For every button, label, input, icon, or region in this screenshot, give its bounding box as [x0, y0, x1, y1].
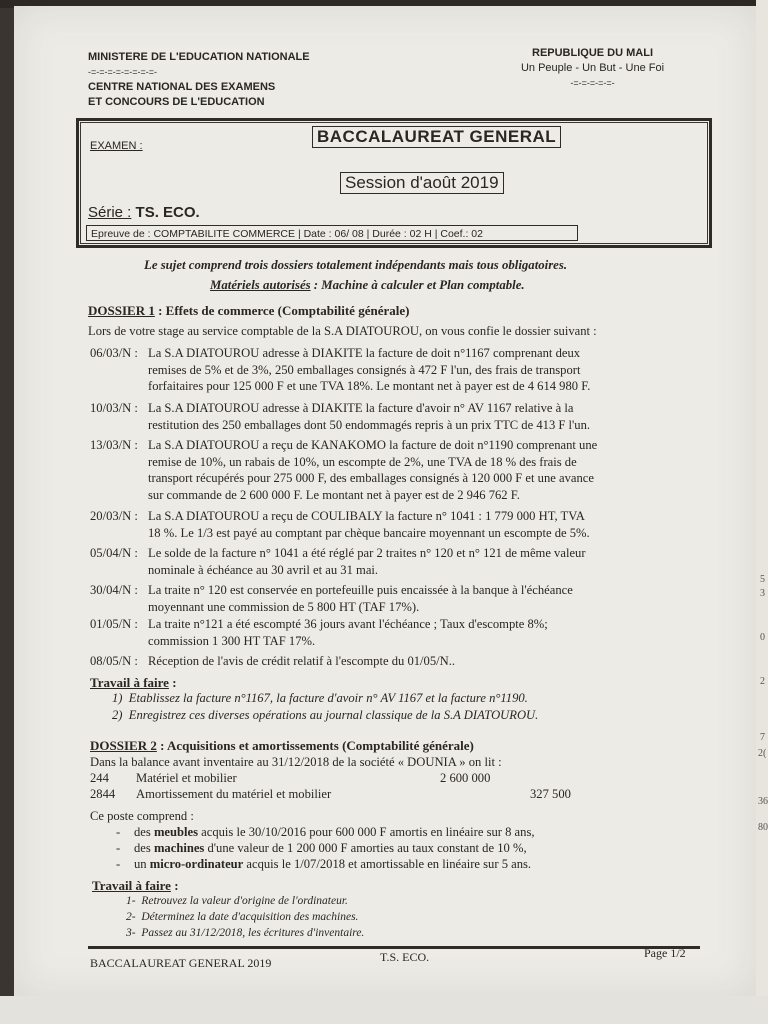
list-dash: - [116, 825, 121, 839]
task-heading-colon: : [168, 675, 177, 690]
dossier2-heading [90, 738, 474, 754]
journal-entry [90, 545, 710, 579]
item-prefix: un [134, 857, 150, 871]
dossier1-title: : Effets de commerce (Comptabilité générale) [154, 303, 410, 318]
task-text: Retrouvez la valeur d'origine de l'ordinateur. [141, 895, 348, 907]
journal-entry [90, 653, 710, 671]
entry-date: 01/05/N : [90, 617, 138, 631]
journal-entry [90, 437, 710, 503]
entry-date: 06/03/N : [90, 346, 138, 360]
entry-line: commission 1 300 HT TAF 17%. [148, 633, 316, 648]
entry-line: La traite n° 120 est conservée en portefeuille puis encaissée à la banque à l'échéance [148, 583, 573, 597]
balance-row [90, 770, 690, 786]
entry-line: Le solde de la facture n° 1041 a été réglé par 2 traites n° 120 et n° 121 de même valeur [148, 546, 586, 560]
task-number: 1- [126, 895, 136, 907]
journal-entry [90, 400, 710, 434]
dossier1-task-heading [90, 675, 177, 691]
account-label: Matériel et mobilier [136, 771, 237, 785]
task-item [126, 927, 364, 939]
task-item [112, 707, 538, 723]
poste-lead: Ce poste comprend : [90, 809, 194, 823]
task-number: 2- [126, 911, 136, 923]
serie-block [88, 204, 200, 221]
journal-entry [90, 616, 710, 650]
task-text: Passez au 31/12/2018, les écritures d'inventaire. [141, 927, 365, 939]
header-ministry-block [88, 50, 310, 110]
item-detail: acquis le 30/10/2016 pour 600 000 F amortis en linéaire sur 8 ans, [198, 825, 535, 839]
balance-row [90, 786, 690, 802]
list-dash: - [116, 857, 121, 871]
account-number: 2844 [90, 787, 116, 801]
background-bottom [0, 996, 768, 1024]
entry-line: remises de 5% et de 3%, 250 emballages consignés à 472 F l'un, des frais de transport [148, 362, 581, 377]
footer-exam-name: BACCALAUREAT GENERAL 2019 [90, 956, 272, 970]
entry-line: remise de 10%, un rabais de 10%, un escompte de 2%, une TVA de 18 % des frais de [148, 454, 577, 469]
examen-label: EXAMEN : [90, 140, 143, 152]
footer-serie: T.S. ECO. [380, 950, 430, 964]
entry-text [148, 616, 708, 649]
task-number: 3- [126, 927, 136, 939]
task-item [112, 690, 528, 706]
entry-line: nominale à échéance au 30 avril et au 31 mai. [148, 562, 379, 577]
margin-mark: 80 [758, 822, 768, 833]
poste-item [116, 840, 527, 856]
entry-line: sur commande de 2 600 000 F. Le montant net à payer est de 2 946 762 F. [148, 487, 520, 502]
centre-name-line1: CENTRE NATIONAL DES EXAMENS [88, 81, 276, 93]
dossier1-heading [88, 303, 409, 319]
account-label: Amortissement du matériel et mobilier [136, 787, 332, 801]
footer-rule [88, 946, 700, 949]
entry-date: 13/03/N : [90, 438, 138, 452]
dossier2-title: : Acquisitions et amortissements (Comptabilité générale) [156, 738, 474, 753]
dossier2-task-heading [92, 878, 179, 894]
list-dash: - [116, 841, 121, 855]
entry-line: La traite n°121 a été escompté 36 jours avant l'échéance ; Taux d'escompte 8%; [148, 617, 548, 631]
ministry-name: MINISTERE DE L'EDUCATION NATIONALE [88, 51, 310, 63]
journal-entry [90, 345, 710, 395]
margin-mark: 7 [760, 732, 765, 743]
materials-line [210, 278, 525, 293]
republic-name: REPUBLIQUE DU MALI [532, 47, 653, 59]
dossier1-label: DOSSIER 1 [88, 303, 155, 318]
journal-entry [90, 508, 710, 542]
exam-title: BACCALAUREAT GENERAL [312, 126, 561, 148]
debit-amount: 2 600 000 [440, 771, 491, 785]
entry-text [148, 345, 708, 395]
entry-line: La S.A DIATOUROU a reçu de COULIBALY la facture n° 1041 : 1 779 000 HT, TVA [148, 509, 585, 523]
materials-label: Matériels autorisés [210, 278, 311, 292]
task-text: Enregistrez ces diverses opérations au journal classique de la S.A DIATOUROU. [128, 708, 539, 722]
footer-page-number: Page 1/2 [644, 946, 686, 960]
entry-line: transport récupérés pour 275 000 F, des emballages consignés à 120 000 F et une avance [148, 471, 594, 485]
margin-mark: 2( [758, 748, 767, 759]
exam-session: Session d'août 2019 [340, 172, 504, 194]
entry-line: Réception de l'avis de crédit relatif à l'escompte du 01/05/N.. [148, 654, 456, 668]
item-detail: d'une valeur de 1 200 000 F amorties au taux constant de 10 %, [204, 841, 527, 855]
entry-text [148, 437, 708, 503]
background-page-edge [756, 0, 768, 1024]
account-number: 244 [90, 771, 109, 785]
task-number: 1) [112, 691, 123, 705]
serie-value: TS. ECO. [135, 204, 200, 221]
dossier1-lead: Lors de votre stage au service comptable de la S.A DIATOUROU, on vous confie le dossier suivant : [88, 324, 597, 338]
republic-motto: Un Peuple - Un But - Une Foi [520, 62, 665, 74]
item-keyword: micro-ordinateur [149, 857, 244, 871]
entry-line: moyennant une commission de 5 800 HT (TAF 17%). [148, 599, 420, 614]
entry-text [148, 582, 708, 615]
item-keyword: meubles [153, 825, 199, 839]
item-detail: acquis le 1/07/2018 et amortissable en linéaire sur 5 ans. [243, 857, 532, 871]
task-number: 2) [112, 708, 123, 722]
margin-mark: 36 [758, 796, 768, 807]
journal-entry [90, 582, 710, 616]
header-separator: -=-=-=-=-=-=-=-=- [88, 67, 158, 77]
entry-line: restitution des 250 emballages dont 50 endommagés repris à un prix TTC de 413 F l'un. [148, 417, 591, 432]
entry-date: 05/04/N : [90, 546, 138, 560]
entry-date: 20/03/N : [90, 509, 138, 523]
epreuve-info-bar: Epreuve de : COMPTABILITE COMMERCE | Date : 06/ 08 | Durée : 02 H | Coef.: 02 [86, 225, 578, 241]
header-separator: -=-=-=-=-=- [570, 78, 615, 88]
serie-label: Série : [88, 204, 132, 221]
margin-mark: 5 [760, 574, 765, 585]
dossier2-lead: Dans la balance avant inventaire au 31/12/2018 de la société « DOUNIA » on lit : [90, 755, 502, 769]
item-prefix: des [134, 841, 154, 855]
entry-date: 30/04/N : [90, 583, 138, 597]
task-heading-label: Travail à faire [92, 878, 171, 893]
task-text: Déterminez la date d'acquisition des machines. [141, 911, 359, 923]
item-prefix: des [134, 825, 154, 839]
margin-mark: 2 [760, 676, 765, 687]
entry-date: 10/03/N : [90, 401, 138, 415]
entry-text [148, 545, 708, 578]
item-keyword: machines [153, 841, 205, 855]
centre-name-line2: ET CONCOURS DE L'EDUCATION [88, 96, 265, 108]
entry-line: forfaitaires pour 125 000 F et une TVA 18%. Le montant net à payer est de 4 614 980 F. [148, 379, 591, 393]
materials-text: : Machine à calculer et Plan comptable. [310, 278, 525, 292]
intro-statement: Le sujet comprend trois dossiers totalement indépendants mais tous obligatoires. [144, 258, 568, 272]
task-heading-colon: : [170, 878, 179, 893]
entry-line: La S.A DIATOUROU a reçu de KANAKOMO la facture de doit n°1190 comprenant une [148, 438, 598, 452]
margin-mark: 0 [760, 632, 765, 643]
task-item [126, 911, 358, 923]
entry-line: La S.A DIATOUROU adresse à DIAKITE la facture d'avoir n° AV 1167 relative à la [148, 401, 574, 415]
task-heading-label: Travail à faire [90, 675, 169, 690]
entry-date: 08/05/N : [90, 654, 138, 668]
task-text: Etablissez la facture n°1167, la facture d'avoir n° AV 1167 et la facture n°1190. [128, 691, 528, 705]
entry-text [148, 508, 708, 541]
entry-line: La S.A DIATOUROU adresse à DIAKITE la facture de doit n°1167 comprenant deux [148, 346, 581, 360]
margin-mark: 3 [760, 588, 765, 599]
header-republic-block [505, 46, 680, 91]
task-item [126, 895, 348, 907]
poste-item [116, 856, 531, 872]
entry-text [148, 653, 708, 670]
poste-item [116, 824, 535, 840]
entry-text [148, 400, 708, 433]
credit-amount: 327 500 [530, 787, 571, 801]
dossier2-label: DOSSIER 2 [90, 738, 157, 753]
entry-line: 18 %. Le 1/3 est payé au comptant par chèque bancaire moyennant un escompte de 5%. [148, 525, 590, 540]
